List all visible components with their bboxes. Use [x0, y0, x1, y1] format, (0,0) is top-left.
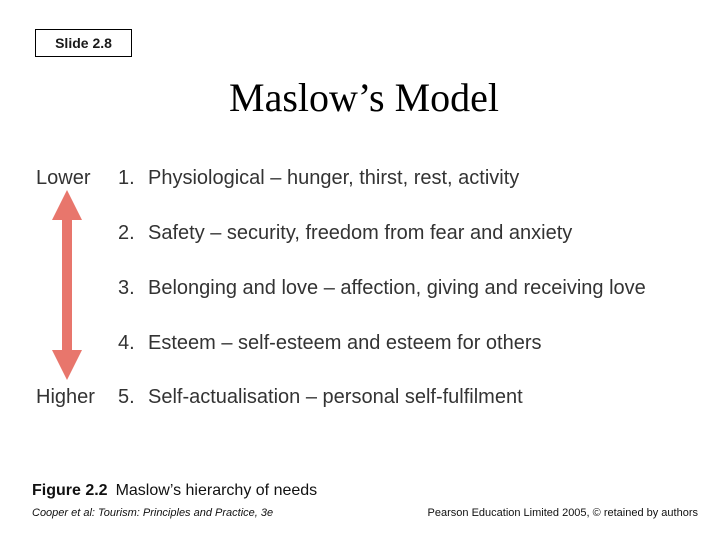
citation-title: Tourism: Principles and Practice, 3e [98, 507, 274, 519]
lower-label: Lower [36, 167, 91, 189]
need-text: Esteem – self-esteem and esteem for others [148, 332, 542, 354]
need-number: 3. [118, 277, 135, 299]
need-text: Self-actualisation – personal self-fulfilment [148, 386, 523, 408]
citation-prefix: Cooper et al: [32, 507, 99, 519]
need-text: Physiological – hunger, thirst, rest, activity [148, 167, 520, 189]
need-number: 1. [118, 167, 135, 189]
need-number: 4. [118, 332, 135, 354]
need-number: 5. [118, 386, 135, 408]
figure-caption-text: Maslow’s hierarchy of needs [115, 482, 318, 499]
double-arrow-icon [52, 190, 82, 380]
need-item-5 [118, 386, 523, 409]
publisher-notice: Pearson Education Limited 2005, © retained by authors [427, 507, 698, 519]
higher-label: Higher [36, 386, 95, 408]
figure-label: Figure 2.2 [32, 482, 108, 499]
need-item-1 [118, 167, 519, 190]
need-text: Belonging and love – affection, giving and receiving love [148, 277, 646, 299]
slide-title: Maslow’s Model [229, 75, 499, 120]
slide-title-container [0, 74, 728, 121]
citation [32, 507, 273, 519]
need-item-4 [118, 332, 542, 355]
need-text: Safety – security, freedom from fear and anxiety [148, 222, 573, 244]
need-number: 2. [118, 222, 135, 244]
need-item-2 [118, 222, 572, 245]
need-item-3 [118, 277, 646, 300]
figure-caption [32, 482, 317, 500]
slide-number-badge: Slide 2.8 [35, 29, 132, 57]
